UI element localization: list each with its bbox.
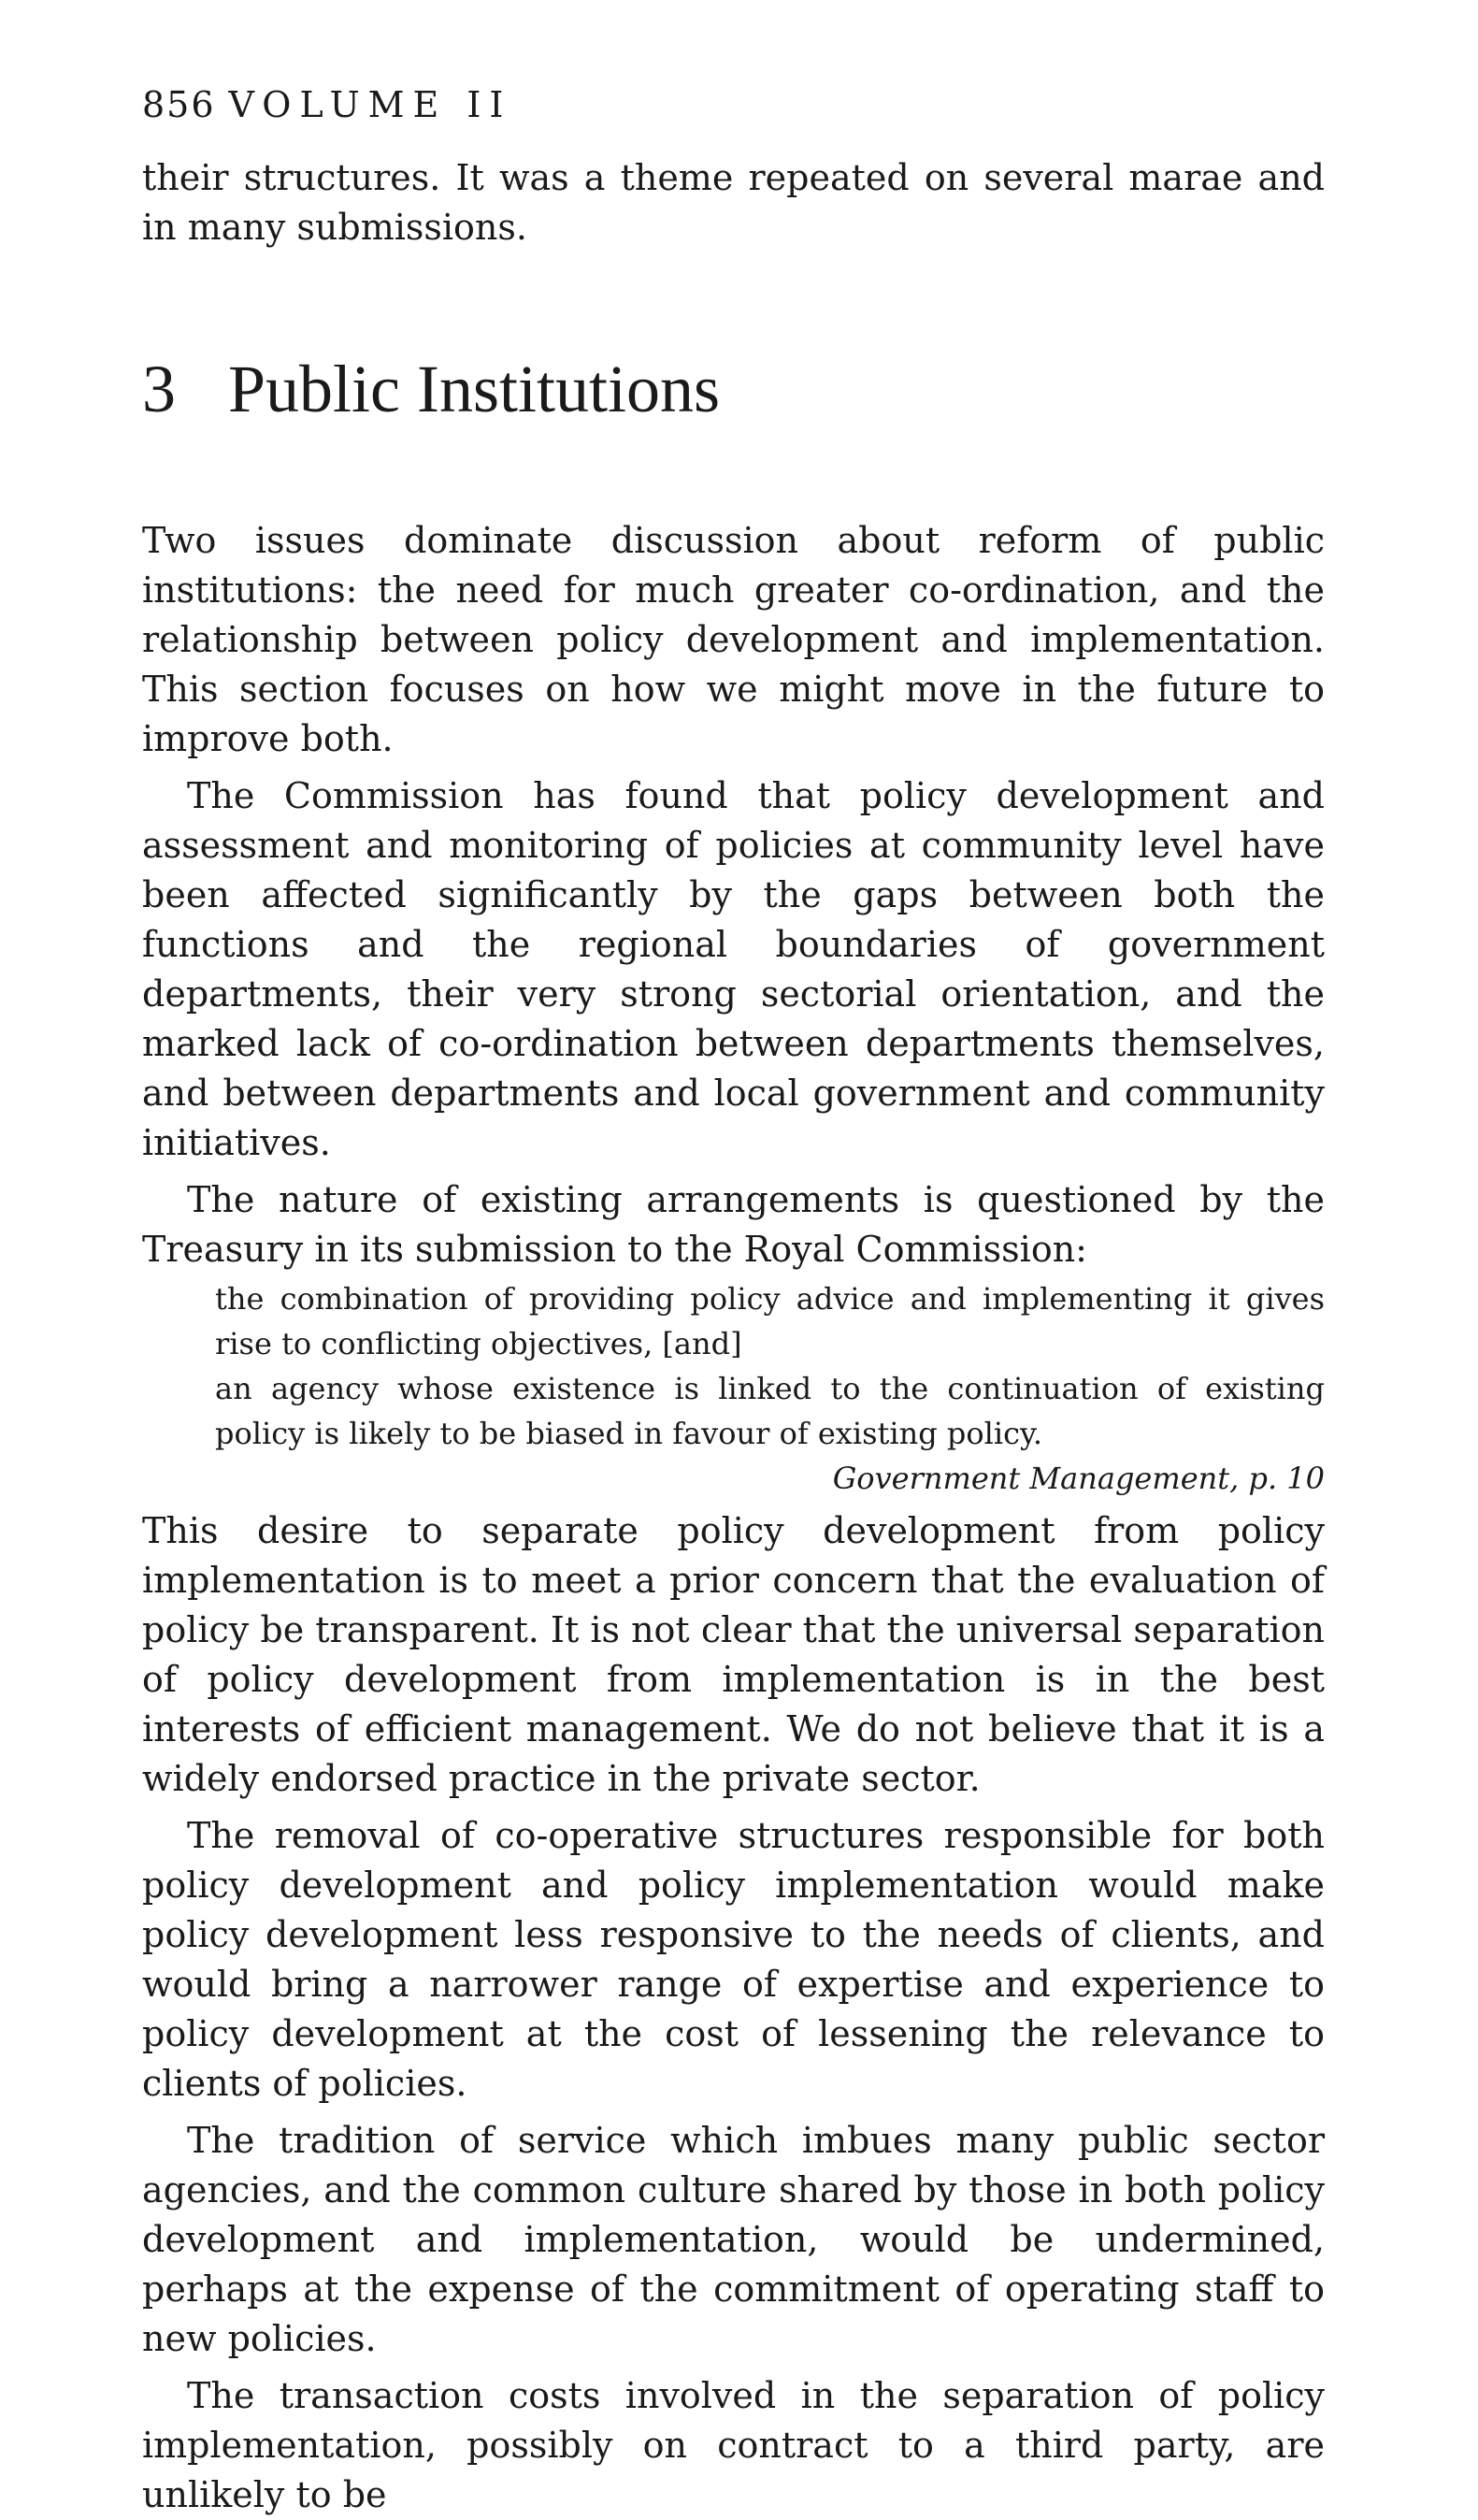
quote-citation: Government Management, p. 10: [832, 1460, 1325, 1496]
running-head: [142, 84, 1325, 127]
volume-label: VOLUME II: [228, 84, 512, 125]
paragraph-7: The transaction costs involved in the separation of policy implementation, possibly on contract to a third party, are unlikely to be: [142, 2374, 1325, 2515]
paragraph-5: The removal of co-operative structures responsible for both policy development and policy implementation would make policy development less responsive to the needs of clients, and would bring a narrower range of expertise and experience to policy development at the cost of lessening the relevance to clients of policies.: [142, 1814, 1325, 2104]
paragraph-opening: their structures. It was a theme repeated on several marae and in many submissions.: [142, 156, 1325, 248]
section-title: Public Institutions: [228, 351, 721, 426]
paragraph-4: This desire to separate policy development from policy implementation is to meet a prior concern that the evaluation of policy be transparent. It is not clear that the universal separation of policy development from implementation is in the best interests of efficient management. We do not believe that it is a widely endorsed practice in the private sector.: [142, 1509, 1325, 1799]
page-number: 856: [142, 84, 216, 125]
block-quote-line-1: the combination of providing policy advice and implementing it gives rise to conflicting objectives, [and]: [215, 1280, 1325, 1361]
document-page: [142, 84, 1325, 2520]
paragraph-6: The tradition of service which imbues many public sector agencies, and the common culture shared by those in both policy development and implementation, would be undermined, perhaps at the expense of the commitment of operating staff to new policies.: [142, 2119, 1325, 2359]
paragraph-1: Two issues dominate discussion about reform of public institutions: the need for much greater co-ordination, and the relationship between policy development and implementation. This section focuses on how we might move in the future to improve both.: [142, 519, 1325, 759]
section-heading: [142, 351, 1325, 426]
block-quote-line-2: an agency whose existence is linked to the continuation of existing policy is likely to be biased in favour of existing policy.: [215, 1370, 1325, 1451]
paragraph-3: The nature of existing arrangements is questioned by the Treasury in its submission to the Royal Commission:: [142, 1178, 1325, 1270]
paragraph-2: The Commission has found that policy development and assessment and monitoring of policies at community level have been affected significantly by the gaps between both the functions and the regional boundaries of government departments, their very strong sectorial orientation, and the marked lack of co-ordination between departments themselves, and between departments and local government and community initiatives.: [142, 774, 1325, 1163]
section-number: 3: [142, 351, 176, 426]
